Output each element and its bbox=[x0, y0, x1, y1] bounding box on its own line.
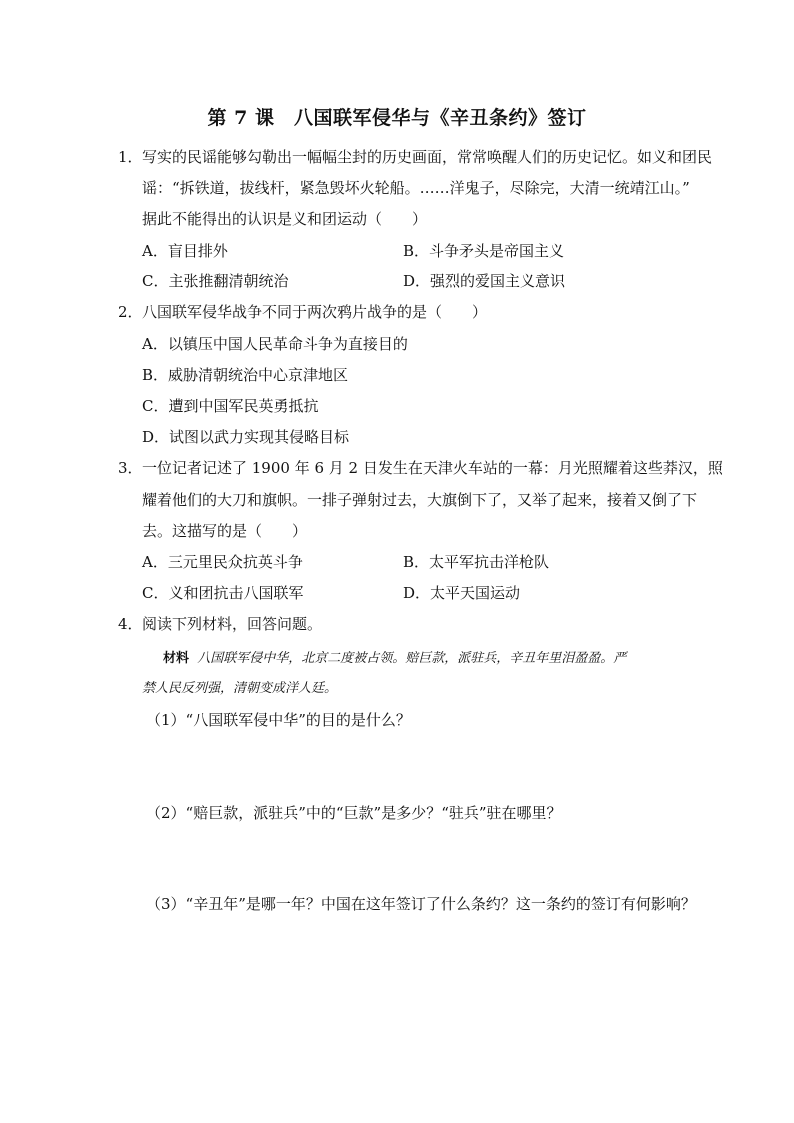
q4-sub-3: （3）“辛丑年”是哪一年？中国在这年签订了什么条约？这一条约的签订有何影响？ bbox=[146, 895, 696, 913]
q2-number: 2． bbox=[118, 303, 143, 321]
q1-number: 1． bbox=[118, 148, 143, 166]
q3-option-d: D．太平天国运动 bbox=[403, 584, 521, 602]
q4-text: 阅读下列材料，回答问题。 bbox=[142, 615, 323, 633]
q4-number: 4． bbox=[118, 615, 143, 633]
q1-line-2: 谣：“拆铁道，拔线杆，紧急毁坏火轮船。……洋鬼子，尽除完，大清一统靖江山。” bbox=[142, 179, 690, 197]
q2-option-c: C．遭到中国军民英勇抵抗 bbox=[142, 397, 319, 415]
q3-option-c: C．义和团抗击八国联军 bbox=[142, 584, 304, 602]
q2-option-b: B．威胁清朝统治中心京津地区 bbox=[142, 366, 349, 384]
q1-option-d: D．强烈的爱国主义意识 bbox=[403, 272, 566, 290]
q4-sub-2: （2）“赔巨款，派驻兵”中的“巨款”是多少？“驻兵”驻在哪里？ bbox=[146, 804, 562, 822]
q2-option-a: A．以镇压中国人民革命斗争为直接目的 bbox=[142, 335, 408, 353]
q1-option-a: A．盲目排外 bbox=[142, 242, 228, 260]
material-line-1 bbox=[163, 647, 626, 666]
q3-option-a: A．三元里民众抗英斗争 bbox=[142, 553, 303, 571]
q2-option-d: D．试图以武力实现其侵略目标 bbox=[142, 428, 350, 446]
q1-option-b: B．斗争矛头是帝国主义 bbox=[403, 242, 565, 260]
q3-line-3: 去。这描写的是（ ） bbox=[142, 522, 308, 540]
q3-option-b: B．太平军抗击洋枪队 bbox=[403, 553, 550, 571]
q2-text: 八国联军侵华战争不同于两次鸦片战争的是（ ） bbox=[142, 303, 488, 321]
material-text-1: 八国联军侵中华，北京二度被占领。赔巨款，派驻兵，辛丑年里泪盈盈。严 bbox=[197, 651, 627, 666]
q1-option-c: C．主张推翻清朝统治 bbox=[142, 272, 289, 290]
q3-line-1: 一位记者记述了 1900 年 6 月 2 日发生在天津火车站的一幕：月光照耀着这些莽汉，照 bbox=[142, 459, 723, 477]
page-title: 第 7 课 八国联军侵华与《辛丑条约》签订 bbox=[207, 107, 587, 129]
q1-line-1: 写实的民谣能够勾勒出一幅幅尘封的历史画面，常常唤醒人们的历史记忆。如义和团民 bbox=[142, 148, 713, 166]
q4-sub-1: （1）“八国联军侵中华”的目的是什么？ bbox=[146, 711, 411, 729]
material-label: 材料 bbox=[163, 651, 190, 666]
q3-number: 3． bbox=[118, 459, 143, 477]
q1-line-3: 据此不能得出的认识是义和团运动（ ） bbox=[142, 210, 428, 228]
material-line-2: 禁人民反列强，清朝变成洋人廷。 bbox=[142, 681, 338, 696]
q3-line-2: 耀着他们的大刀和旗帜。一排子弹射过去，大旗倒下了，又举了起来，接着又倒了下 bbox=[142, 491, 698, 509]
